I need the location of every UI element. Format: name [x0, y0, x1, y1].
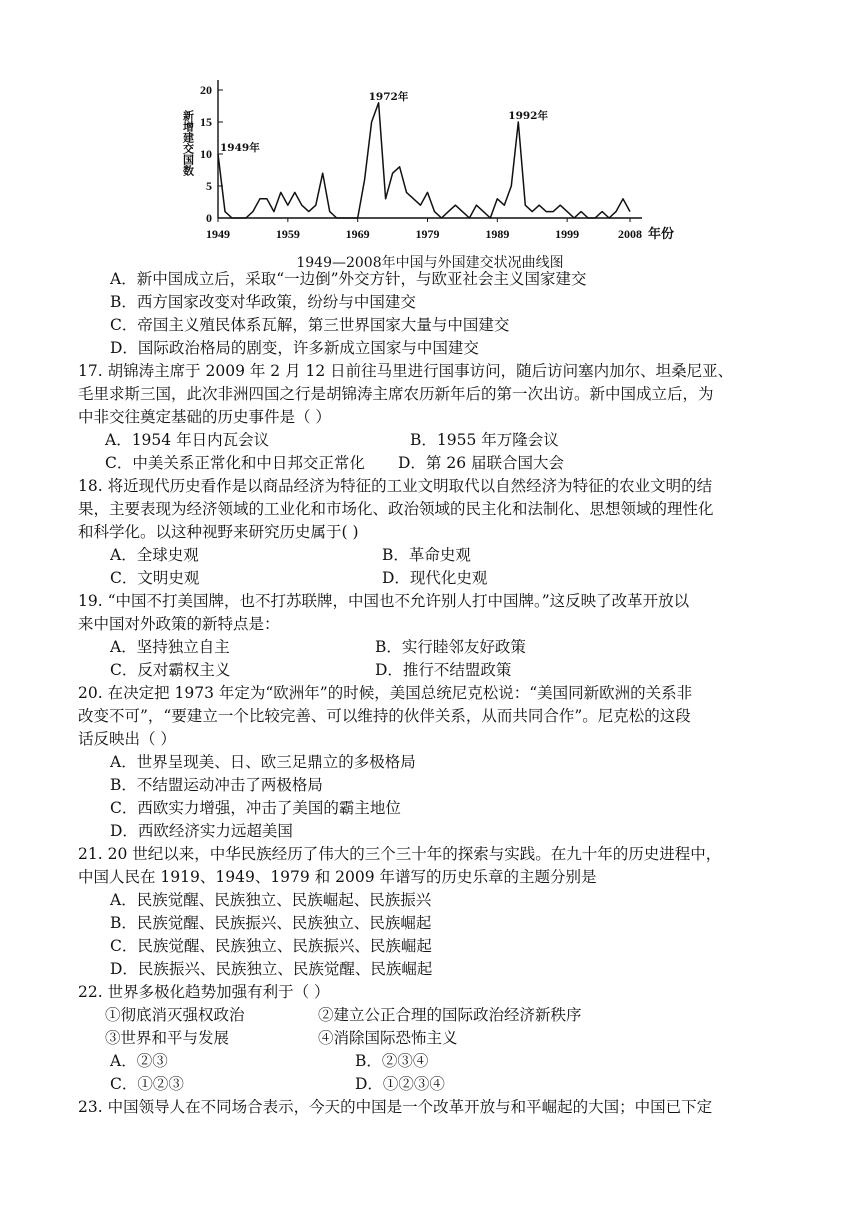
q22-option-a: A．②③ [110, 1052, 168, 1070]
x-tick-label: 1999 [555, 227, 580, 241]
q18-option-b: B．革命史观 [382, 546, 471, 564]
q22-option-b: B．②③④ [355, 1052, 429, 1070]
y-tick-label: 5 [206, 179, 212, 193]
annotation-label: 1949年 [220, 142, 260, 154]
q23-stem-line1: 23. 中国领导人在不同场合表示，今天的中国是一个改革开放与和平崛起的大国；中国已下定 [78, 1098, 713, 1116]
y-tick-label: 0 [206, 211, 212, 225]
q21-stem-line1: 21. 20 世纪以来，中华民族经历了伟大的三个三十年的探索与实践。在九十年的历史进程中， [78, 845, 722, 863]
q22-option-c: C．①②③ [110, 1075, 184, 1093]
q19-option-c: C．反对霸权主义 [110, 661, 231, 679]
q18-stem-line1: 18. 将近现代历史看作是以商品经济为特征的工业文明取代以自然经济为特征的农业文明的结 [78, 477, 713, 495]
q21-option-d: D．民族振兴、民族独立、民族觉醒、民族崛起 [110, 960, 433, 978]
chart-layer [182, 80, 675, 242]
q21-option-c: C．民族觉醒、民族独立、民族振兴、民族崛起 [110, 937, 432, 955]
q22-item-4: ④消除国际恐怖主义 [318, 1029, 458, 1047]
x-tick-label: 1979 [415, 227, 440, 241]
x-tick-label: 1959 [275, 227, 300, 241]
diplomatic-relations-chart [180, 62, 680, 252]
q19-option-b: B．实行睦邻友好政策 [375, 638, 526, 656]
x-tick-label: 1949 [206, 227, 230, 241]
q18-stem-line3: 和科学化。以这种视野来研究历史属于( ) [78, 523, 359, 541]
series-line [218, 103, 630, 218]
q20-stem-line3: 话反映出（ ） [78, 730, 176, 748]
y-tick-label: 10 [200, 147, 212, 161]
q20-stem-line2: 改变不可”，“要建立一个比较完善、可以维持的伙伴关系，从而共同合作”。尼克松的这段 [78, 707, 691, 725]
q19-option-a: A．坚持独立自主 [110, 638, 230, 656]
q20-option-a: A．世界呈现美、日、欧三足鼎立的多极格局 [110, 753, 416, 771]
q20-option-b: B．不结盟运动冲击了两极格局 [110, 776, 323, 794]
q17-stem-line1: 17. 胡锦涛主席于 2009 年 2 月 12 日前往马里进行国事访问，随后访问塞内加尔、坦桑尼亚、 [78, 362, 734, 380]
x-axis-label: 年份 [648, 227, 675, 242]
q22-option-d: D．①②③④ [355, 1075, 445, 1093]
y-axis-label: 新增建交国数 [181, 110, 195, 176]
q17-option-d: D．第 26 届联合国大会 [398, 454, 565, 472]
q20-stem-line1: 20. 在决定把 1973 年定为“欧洲年”的时候，美国总统尼克松说：“美国同新欧洲的关系非 [78, 684, 693, 702]
x-tick-label: 1989 [485, 227, 510, 241]
chart-caption: 1949—2008年中国与外国建交状况曲线图 [296, 255, 564, 271]
q16-option-d: D．国际政治格局的剧变，许多新成立国家与中国建交 [110, 339, 479, 357]
y-tick-label: 15 [200, 115, 212, 129]
q22-item-3: ③世界和平与发展 [105, 1029, 230, 1047]
q17-option-c: C．中美关系正常化和中日邦交正常化 [105, 454, 365, 472]
q17-stem-line3: 中非交往奠定基础的历史事件是（ ） [78, 408, 331, 426]
q16-option-a: A．新中国成立后，采取“一边倒”外交方针，与欧亚社会主义国家建交 [110, 270, 587, 288]
q21-option-a: A．民族觉醒、民族独立、民族崛起、民族振兴 [110, 891, 432, 909]
q22-item-1: ①彻底消灭强权政治 [105, 1006, 245, 1024]
q22-stem: 22. 世界多极化趋势加强有利于（ ） [78, 983, 330, 1001]
x-tick-label: 2008 [618, 227, 642, 241]
q16-option-b: B．西方国家改变对华政策，纷纷与中国建交 [110, 293, 416, 311]
q18-option-d: D．现代化史观 [382, 569, 488, 587]
q17-option-b: B．1955 年万隆会议 [410, 431, 559, 449]
q19-option-d: D．推行不结盟政策 [375, 661, 512, 679]
q20-option-c: C．西欧实力增强，冲击了美国的霸主地位 [110, 799, 401, 817]
q21-option-b: B．民族觉醒、民族振兴、民族独立、民族崛起 [110, 914, 432, 932]
q17-stem-line2: 毛里求斯三国，此次非洲四国之行是胡锦涛主席农历新年后的第一次出访。新中国成立后，为 [78, 385, 714, 403]
annotation-label: 1992年 [508, 110, 549, 122]
q18-option-a: A．全球史观 [110, 546, 199, 564]
q20-option-d: D．西欧经济实力远超美国 [110, 822, 293, 840]
y-tick-label: 20 [200, 83, 212, 97]
q19-stem-line1: 19. “中国不打美国牌，也不打苏联牌，中国也不允许别人打中国牌。”这反映了改革开放以 [78, 592, 690, 610]
q18-option-c: C．文明史观 [110, 569, 200, 587]
annotation-label: 1972年 [368, 90, 409, 103]
q16-option-c: C．帝国主义殖民体系瓦解，第三世界国家大量与中国建交 [110, 316, 510, 334]
q22-item-2: ②建立公正合理的国际政治经济新秩序 [318, 1006, 582, 1024]
q17-option-a: A．1954 年日内瓦会议 [105, 431, 270, 449]
q21-stem-line2: 中国人民在 1919、1949、1979 和 2009 年谱写的历史乐章的主题分别是 [78, 868, 597, 886]
q19-stem-line2: 来中国对外政策的新特点是： [78, 615, 280, 633]
x-tick-label: 1969 [345, 227, 370, 241]
q18-stem-line2: 果，主要表现为经济领域的工业化和市场化、政治领域的民主化和法制化、思想领域的理性化 [78, 500, 714, 518]
